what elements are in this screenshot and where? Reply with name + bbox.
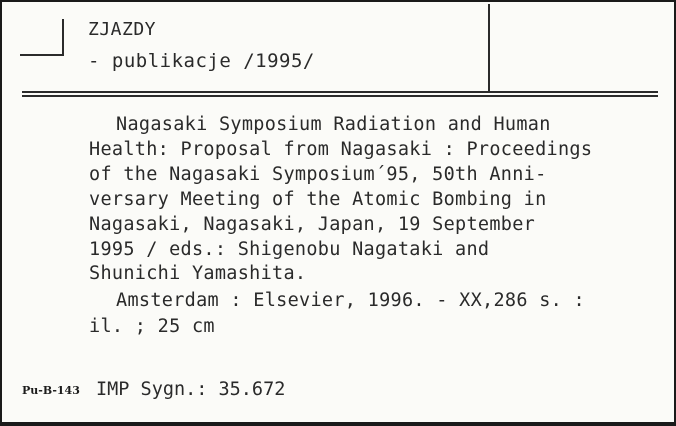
entry-line-2: Health: Proposal from Nagasaki : Proceedings — [89, 139, 593, 160]
subject-heading: ZJAZDY — [88, 19, 157, 40]
catalog-card — [2, 2, 674, 422]
corner-bracket-vertical — [62, 19, 64, 56]
entry-line-5: Nagasaki, Nagasaki, Japan, 19 September — [89, 214, 536, 235]
imprint-line: Amsterdam : Elsevier, 1996. - XX,286 s. : — [116, 290, 585, 311]
library-stamp: Pu-B-143 — [22, 384, 80, 397]
entry-line-6: 1995 / eds.: Shigenobu Nagataki and — [89, 239, 490, 260]
corner-bracket-horizontal — [20, 54, 62, 56]
physical-description-line: il. ; 25 cm — [89, 316, 215, 337]
header-rule-top — [22, 91, 658, 93]
entry-line-7: Shunichi Yamashita. — [89, 263, 307, 284]
shelfmark: IMP Sygn.: 35.672 — [96, 379, 286, 400]
header-rule-bottom — [22, 95, 658, 97]
entry-line-3: of the Nagasaki Symposium´95, 50th Anni- — [89, 164, 547, 185]
entry-line-4: versary Meeting of the Atomic Bombing in — [89, 189, 547, 210]
entry-line-1: Nagasaki Symposium Radiation and Human — [116, 114, 551, 135]
header-divider — [488, 4, 490, 92]
subject-subheading: - publikacje /1995/ — [88, 50, 315, 72]
